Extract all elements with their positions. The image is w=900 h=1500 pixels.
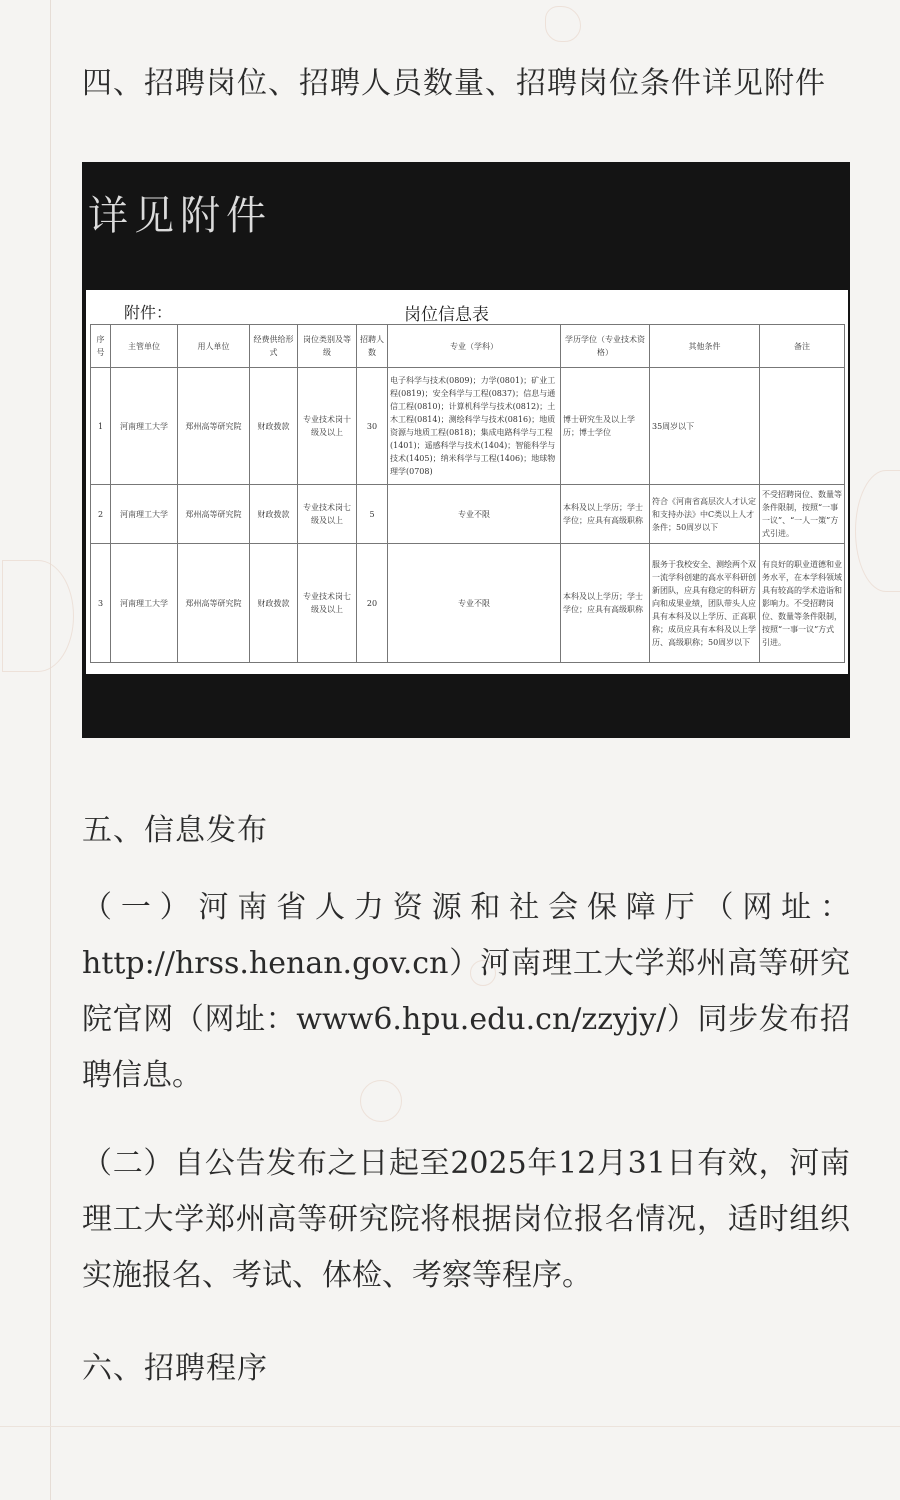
section-heading-five: 五、信息发布 [82, 813, 268, 848]
table-cell: 电子科学与技术(0809)；力学(0801)；矿业工程(0819)；安全科学与工程(0837)；信息与通信工程(0810)；计算机科学与技术(0812)；土木工程(0814)；测绘科学与技术(0816)；地质资源与地质工程(0818)；集成电路科学与工程(1401)；遥感科学与技术(1404)；智能科学与技术(1405)；纳米科学与工程(1406)；地球物理学(0708) [388, 368, 561, 485]
table-cell: 财政拨款 [250, 368, 298, 485]
table-cell: 服务于我校安全、测绘两个双一流学科创建的高水平科研创新团队，应具有稳定的科研方向和成果业绩，团队带头人应具有本科及以上学历、正高职称；成员应具有本科及以上学历、高级职称；50周岁以下 [650, 544, 760, 663]
decorative-ornament [855, 470, 900, 592]
page-margin-line [50, 0, 51, 1500]
table-cell: 河南理工大学 [111, 485, 178, 544]
column-header: 专业（学科） [388, 325, 561, 368]
attachment-label: 附件： [124, 303, 173, 322]
table-cell: 本科及以上学历；学士学位；应具有高级职称 [561, 544, 650, 663]
column-header: 岗位类别及等级 [298, 325, 357, 368]
decorative-ornament [545, 6, 581, 42]
table-cell: 符合《河南省高层次人才认定和支持办法》中C类以上人才条件；50周岁以下 [650, 485, 760, 544]
table-cell: 专业技术岗七级及以上 [298, 485, 357, 544]
table-cell: 河南理工大学 [111, 544, 178, 663]
column-header: 学历学位（专业技术资格） [561, 325, 650, 368]
table-cell: 财政拨款 [250, 485, 298, 544]
table-cell: 郑州高等研究院 [178, 544, 250, 663]
table-row [91, 368, 845, 485]
table-cell: 1 [91, 368, 111, 485]
table-row [91, 485, 845, 544]
sheet-header [86, 290, 848, 325]
table-cell: 郑州高等研究院 [178, 368, 250, 485]
paragraph-validity: （二）自公告发布之日起至2025年12月31日有效，河南理工大学郑州高等研究院将根据岗位报名情况，适时组织实施报名、考试、体检、考察等程序。 [82, 1146, 850, 1293]
table-cell: 专业不限 [388, 485, 561, 544]
column-header: 主管单位 [111, 325, 178, 368]
column-header: 用人单位 [178, 325, 250, 368]
table-cell: 20 [357, 544, 388, 663]
bottom-divider [0, 1426, 900, 1427]
table-cell: 财政拨款 [250, 544, 298, 663]
table-cell: 不受招聘岗位、数量等条件限制，按照“一事一议”、“一人一策”方式引进。 [760, 485, 845, 544]
paragraph-info-release: （一）河南省人力资源和社会保障厅（网址：http://hrss.henan.gov.cn）河南理工大学郑州高等研究院官网（网址：www6.hpu.edu.cn/zzyjy/）同步发布招聘信息。 [82, 890, 850, 1093]
table-row [91, 544, 845, 663]
section-heading-four: 四、招聘岗位、招聘人员数量、招聘岗位条件详见附件 [82, 66, 826, 101]
column-header: 备注 [760, 325, 845, 368]
table-header-row [91, 325, 845, 368]
job-info-table [90, 324, 845, 663]
job-info-sheet [86, 290, 848, 674]
column-header: 招聘人数 [357, 325, 388, 368]
column-header: 其他条件 [650, 325, 760, 368]
table-cell: 博士研究生及以上学历；博士学位 [561, 368, 650, 485]
table-cell: 30 [357, 368, 388, 485]
table-cell: 专业不限 [388, 544, 561, 663]
table-cell: 本科及以上学历；学士学位；应具有高级职称 [561, 485, 650, 544]
table-cell: 2 [91, 485, 111, 544]
table-cell [760, 368, 845, 485]
column-header: 序号 [91, 325, 111, 368]
decorative-ornament [2, 560, 74, 672]
attachment-image[interactable] [82, 162, 850, 738]
table-title: 岗位信息表 [404, 305, 489, 325]
table-cell: 有良好的职业道德和业务水平，在本学科领域具有较高的学术造诣和影响力。不受招聘岗位、数量等条件限制，按照“一事一议”方式引进。 [760, 544, 845, 663]
table-cell: 3 [91, 544, 111, 663]
table-cell: 郑州高等研究院 [178, 485, 250, 544]
table-cell: 专业技术岗七级及以上 [298, 544, 357, 663]
table-cell: 5 [357, 485, 388, 544]
image-overlay-title: 详见附件 [88, 193, 272, 239]
table-cell: 河南理工大学 [111, 368, 178, 485]
column-header: 经费供给形式 [250, 325, 298, 368]
section-heading-six: 六、招聘程序 [82, 1351, 268, 1386]
table-cell: 专业技术岗十级及以上 [298, 368, 357, 485]
table-cell: 35周岁以下 [650, 368, 760, 485]
